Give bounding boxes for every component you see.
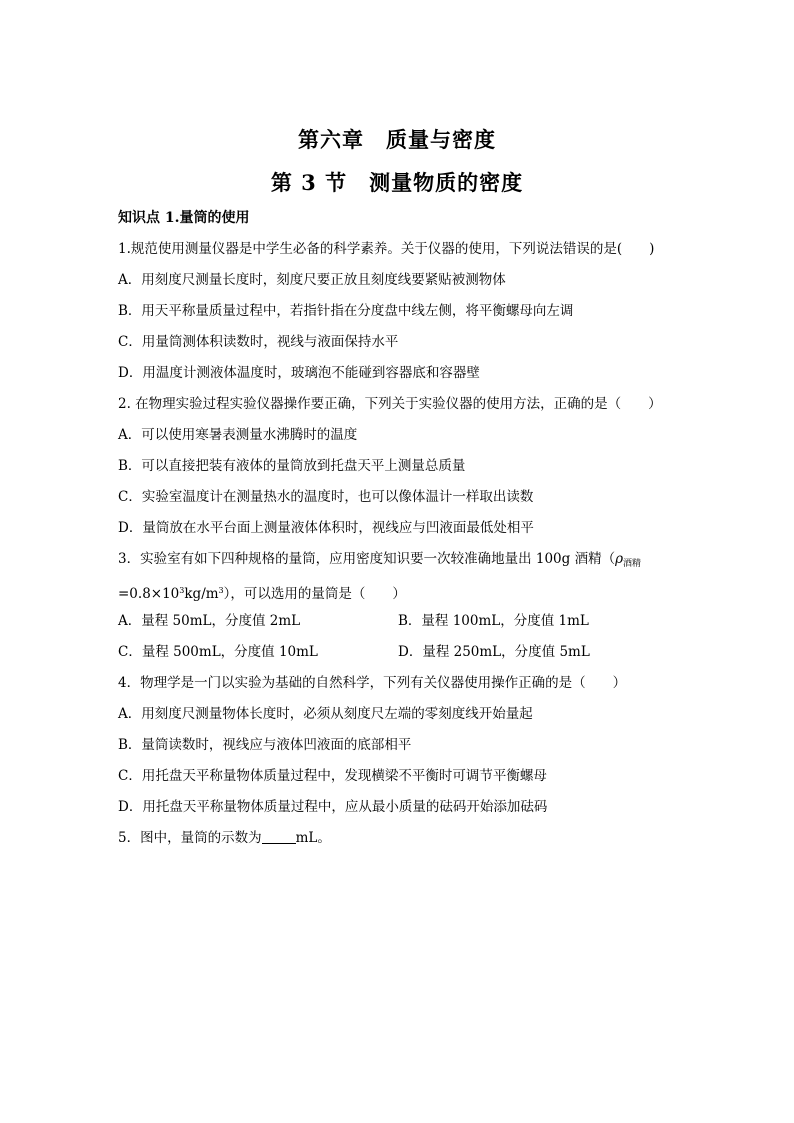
section-title: 第 3 节 测量物质的密度: [270, 170, 524, 195]
question-4-stem: 4．物理学是一门以实验为基础的自然科学，下列有关仪器使用操作正确的是（ ）: [118, 675, 627, 691]
question-4-option-c: C．用托盘天平称量物体质量过程中，发现横梁不平衡时可调节平衡螺母: [118, 768, 547, 784]
question-5-stem-before: 5．图中，量筒的示数为: [118, 830, 262, 846]
question-2-option-c: C．实验室温度计在测量热水的温度时，也可以像体温计一样取出读数: [118, 489, 534, 505]
question-3-stem-part-3: kg/m: [184, 586, 219, 602]
question-4-option-d: D．用托盘天平称量物体质量过程中，应从最小质量的砝码开始添加砝码: [118, 799, 548, 815]
question-3-option-b: B．量程 100mL，分度值 1mL: [398, 613, 589, 629]
knowledge-point-heading: 知识点 1.量筒的使用: [118, 210, 250, 226]
chapter-title: 第六章 质量与密度: [298, 127, 496, 152]
rho-symbol: ρ: [615, 551, 624, 567]
question-1-option-c: C．用量筒测体积读数时，视线与液面保持水平: [118, 334, 399, 350]
exponent-2: 3: [218, 586, 224, 595]
question-4-option-b: B．量筒读数时，视线应与液体凹液面的底部相平: [118, 737, 412, 753]
question-2-option-d: D．量筒放在水平台面上测量液体体积时，视线应与凹液面最低处相平: [118, 520, 534, 536]
question-5-stem: [118, 823, 688, 854]
question-3-stem-line-2: [118, 575, 688, 606]
question-1-stem: 1.规范使用测量仪器是中学生必备的科学素养。关于仪器的使用，下列说法错误的是( ): [118, 241, 655, 257]
question-5-stem-after: mL。: [295, 830, 331, 846]
answer-blank[interactable]: [262, 829, 296, 844]
question-3-stem-part-1: 3．实验室有如下四种规格的量筒，应用密度知识要一次较准确地量出 100g 酒精（: [118, 551, 616, 567]
rho-subscript: 酒精: [623, 559, 642, 569]
question-1-option-b: B．用天平称量质量过程中，若指针指在分度盘中线左侧，将平衡螺母向左调: [118, 303, 574, 319]
question-3-stem-part-2: =0.8×10: [118, 586, 180, 602]
question-3-stem-part-4: ），可以选用的量筒是（ ）: [223, 586, 406, 602]
question-1-option-a: A．用刻度尺测量长度时，刻度尺要正放且刻度线要紧贴被测物体: [118, 272, 506, 288]
question-3-option-d: D．量程 250mL，分度值 5mL: [398, 644, 590, 660]
question-4-option-a: A．用刻度尺测量物体长度时，必须从刻度尺左端的零刻度线开始量起: [118, 706, 533, 722]
question-3-options-row-1: [118, 606, 688, 637]
content: [118, 203, 688, 854]
question-2-stem: 2. 在物理实验过程实验仪器操作要正确，下列关于实验仪器的使用方法，正确的是（ ）: [118, 396, 662, 412]
question-2-option-a: A．可以使用寒暑表测量水沸腾时的温度: [118, 427, 358, 443]
question-3-stem-line-1: [118, 544, 688, 575]
question-3-option-a: A．量程 50mL，分度值 2mL: [118, 613, 301, 629]
exponent-1: 3: [179, 586, 185, 595]
question-3-options-row-2: [118, 637, 688, 668]
question-1-option-d: D．用温度计测液体温度时，玻璃泡不能碰到容器底和容器壁: [118, 365, 480, 381]
question-2-option-b: B．可以直接把装有液体的量筒放到托盘天平上测量总质量: [118, 458, 466, 474]
question-3-option-c: C．量程 500mL，分度值 10mL: [118, 644, 318, 660]
